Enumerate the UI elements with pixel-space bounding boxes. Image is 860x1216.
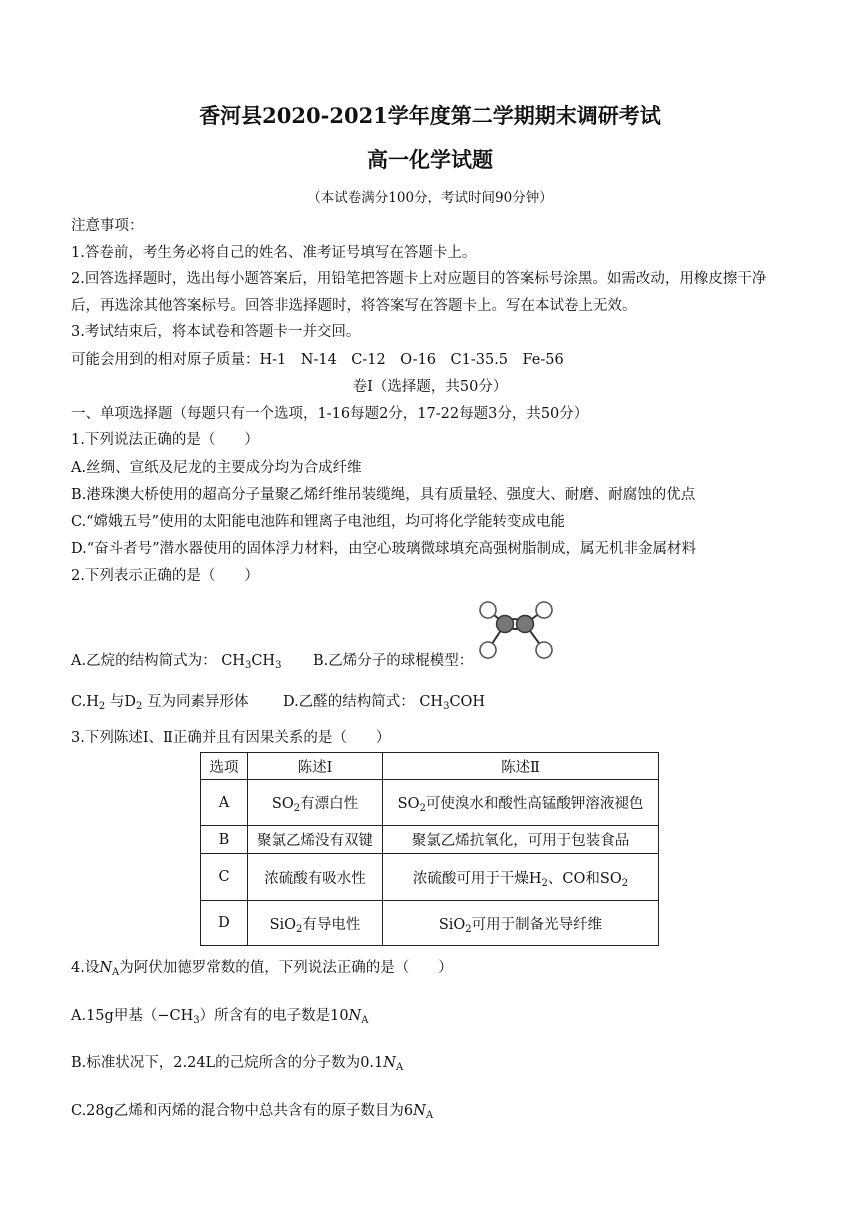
acetaldehyde-formula: $CH_3COH$ — [419, 694, 486, 712]
q1-stem: 1.下列说法正确的是（ ） — [71, 432, 259, 448]
table-row: A $SO_2$有漂白性 $SO_2$可使溴水和酸性高锰酸钾溶液褪色 — [201, 780, 659, 826]
q2-option-d: D.乙醛的结构简式： $CH_3COH$ — [283, 694, 486, 712]
q4-option-b: B.标准状况下，2.24L的己烷所含的分子数为$0.1N_A$ — [71, 1055, 404, 1073]
header-statement-1: 陈述Ⅰ — [248, 753, 383, 780]
table-header-row — [201, 753, 659, 780]
q3-table — [200, 752, 659, 946]
exam-subtitle: 高一化学试题 — [367, 147, 493, 172]
q1-option-d: D.“奋斗者号”潜水器使用的固体浮力材料，由空心玻璃微球填充高强树脂制成，属无机非金属材料 — [71, 541, 697, 557]
atomic-masses: 可能会用到的相对原子质量：H-1 N-14 C-12 O-16 C1-35.5 Fe-56 — [71, 352, 564, 368]
q4-option-c: C.28g乙烯和丙烯的混合物中总共含有的原子数目为$6N_A$ — [71, 1103, 434, 1121]
note-1: 1.答卷前，考生务必将自己的姓名、准考证号填写在答题卡上。 — [71, 245, 477, 261]
note-2-line1: 2.回答选择题时，选出每小题答案后，用铅笔把答题卡上对应题目的答案标号涂黑。如需改动，用橡皮擦干净 — [71, 271, 767, 287]
q4-stem: 4.设$N_A$为阿伏加德罗常数的值，下列说法正确的是（ ） — [71, 960, 453, 978]
part1-title: 卷Ⅰ（选择题，共50分） — [352, 379, 508, 395]
q3-stem: 3.下列陈述Ⅰ、Ⅱ正确并且有因果关系的是（ ） — [71, 730, 391, 746]
q2-option-b: B.乙烯分子的球棍模型： — [313, 653, 474, 669]
exam-title: 香河县2020-2021学年度第二学期期末调研考试 — [199, 103, 661, 128]
q4-option-a: A.15g甲基$(-CH_3)$所含有的电子数是$10N_A$ — [71, 1008, 369, 1026]
notes-heading: 注意事项： — [71, 218, 144, 234]
q2-option-a: A.乙烷的结构简式为： $CH_3CH_3$ — [71, 653, 282, 671]
header-option: 选项 — [201, 753, 248, 780]
q1-option-c: C.“嫦娥五号”使用的太阳能电池阵和锂离子电池组，均可将化学能转变成电能 — [71, 514, 566, 530]
q2-stem: 2.下列表示正确的是（ ） — [71, 568, 259, 584]
header-statement-2: 陈述Ⅱ — [383, 753, 659, 780]
ethane-formula: $CH_3CH_3$ — [221, 653, 282, 671]
q1-option-a: A.丝绸、宣纸及尼龙的主要成分均为合成纤维 — [71, 460, 362, 476]
note-2-line2: 后，再选涂其他答案标号。回答非选择题时，将答案写在答题卡上。写在本试卷上无效。 — [71, 298, 637, 314]
table-row: B 聚氯乙烯没有双键 聚氯乙烯抗氧化，可用于包装食品 — [201, 826, 659, 854]
table-row: D SiO$_2$有导电性 SiO$_2$可用于制备光导纤维 — [201, 901, 659, 946]
note-3: 3.考试结束后，将本试卷和答题卡一并交回。 — [71, 324, 361, 340]
ethylene-ball-stick-model — [474, 600, 558, 662]
q1-option-b: B.港珠澳大桥使用的超高分子量聚乙烯纤维吊装缆绳，具有质量轻、强度大、耐磨、耐腐蚀的优点 — [71, 487, 696, 503]
q2-option-c: $C.H_2$ 与$D_2$ 互为同素异形体 — [71, 694, 249, 712]
section-1-heading: 一、单项选择题（每题只有一个选项，1-16每题2分，17-22每题3分，共50分） — [71, 406, 589, 422]
exam-info: （本试卷满分100分，考试时间90分钟） — [307, 190, 553, 206]
table-row: C 浓硫酸有吸水性 浓硫酸可用于干燥$H_2$、CO和$SO_2$ — [201, 854, 659, 901]
